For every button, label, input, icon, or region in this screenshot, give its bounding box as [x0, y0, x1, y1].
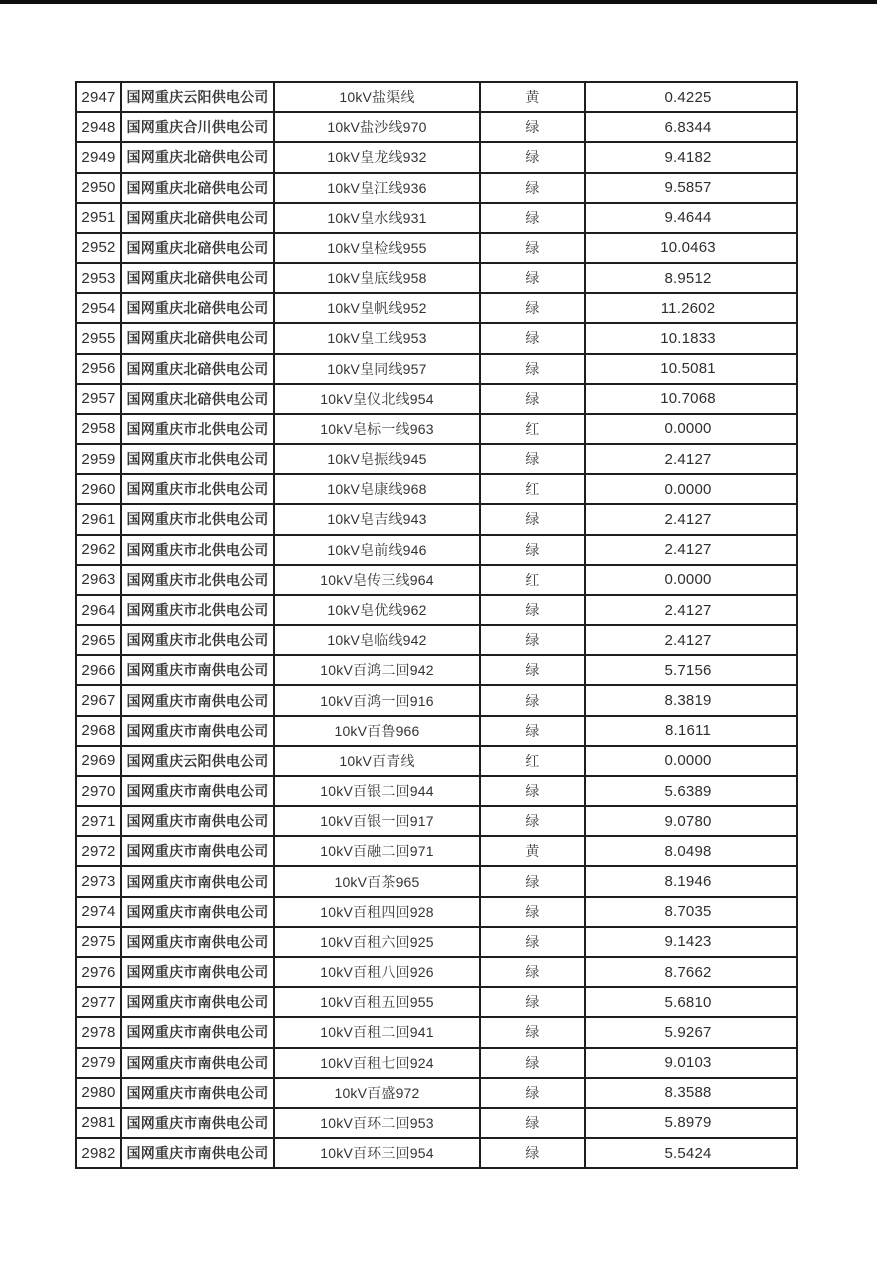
cell-row-number: 2961 [77, 505, 122, 533]
cell-line-name: 10kV百环二回953 [275, 1109, 481, 1137]
cell-value: 0.0000 [664, 571, 712, 589]
cell-value: 5.9267 [664, 1023, 712, 1041]
cell-line-name: 10kV盐沙线970 [275, 113, 481, 141]
cell-value: 8.7035 [664, 903, 712, 921]
cell-company-name: 国网重庆市南供电公司 [122, 1079, 275, 1107]
cell-company-name: 国网重庆市南供电公司 [122, 1049, 275, 1077]
cell-row-number: 2980 [77, 1079, 122, 1107]
cell-company-name: 国网重庆市北供电公司 [122, 415, 275, 443]
cell-status-label: 红 [481, 566, 586, 594]
cell-company-name: 国网重庆市北供电公司 [122, 626, 275, 654]
cell-value: 6.8344 [664, 118, 712, 136]
cell-row-number: 2981 [77, 1109, 122, 1137]
cell-company-name: 国网重庆市南供电公司 [122, 1018, 275, 1046]
cell-status-label: 绿 [481, 928, 586, 956]
cell-row-number: 2950 [77, 174, 122, 202]
table-row [77, 1079, 796, 1109]
cell-company-name: 国网重庆北碚供电公司 [122, 355, 275, 383]
cell-line-name: 10kV百租四回928 [275, 898, 481, 926]
cell-value: 11.2602 [660, 299, 716, 317]
cell-row-number: 2975 [77, 928, 122, 956]
cell-line-name: 10kV皇同线957 [275, 355, 481, 383]
cell-line-name: 10kV皂康线968 [275, 475, 481, 503]
cell-value: 0.0000 [664, 420, 712, 438]
cell-row-number: 2977 [77, 988, 122, 1016]
cell-row-number: 2949 [77, 143, 122, 171]
cell-row-number: 2963 [77, 566, 122, 594]
table-row [77, 83, 796, 113]
cell-row-number: 2970 [77, 777, 122, 805]
cell-line-name: 10kV百银一回917 [275, 807, 481, 835]
cell-row-number: 2956 [77, 355, 122, 383]
cell-row-number: 2979 [77, 1049, 122, 1077]
cell-company-name: 国网重庆市南供电公司 [122, 1139, 275, 1167]
cell-value: 9.4182 [664, 148, 712, 166]
table-row [77, 113, 796, 143]
cell-line-name: 10kV皂标一线963 [275, 415, 481, 443]
table-row [77, 1049, 796, 1079]
cell-status-label: 绿 [481, 294, 586, 322]
cell-value: 9.1423 [664, 933, 712, 951]
cell-status-label: 绿 [481, 1079, 586, 1107]
cell-row-number: 2960 [77, 475, 122, 503]
cell-line-name: 10kV皂振线945 [275, 445, 481, 473]
cell-status-label: 绿 [481, 445, 586, 473]
cell-line-name: 10kV皇龙线932 [275, 143, 481, 171]
cell-company-name: 国网重庆市南供电公司 [122, 958, 275, 986]
cell-row-number: 2955 [77, 324, 122, 352]
cell-status-label: 绿 [481, 777, 586, 805]
cell-status-label: 绿 [481, 596, 586, 624]
cell-value: 10.0463 [660, 239, 716, 257]
cell-company-name: 国网重庆市南供电公司 [122, 777, 275, 805]
cell-company-name: 国网重庆市南供电公司 [122, 898, 275, 926]
table-row [77, 445, 796, 475]
table-row [77, 355, 796, 385]
cell-company-name: 国网重庆北碚供电公司 [122, 204, 275, 232]
cell-company-name: 国网重庆合川供电公司 [122, 113, 275, 141]
cell-company-name: 国网重庆云阳供电公司 [122, 747, 275, 775]
cell-value: 5.5424 [664, 1144, 712, 1162]
cell-status-label: 绿 [481, 958, 586, 986]
cell-value: 8.1611 [665, 722, 711, 740]
table-row [77, 747, 796, 777]
cell-value: 9.0780 [664, 812, 712, 830]
cell-company-name: 国网重庆市南供电公司 [122, 717, 275, 745]
cell-value: 8.9512 [664, 269, 712, 287]
cell-company-name: 国网重庆市北供电公司 [122, 566, 275, 594]
cell-line-name: 10kV皂吉线943 [275, 505, 481, 533]
cell-company-name: 国网重庆市北供电公司 [122, 475, 275, 503]
cell-value: 5.7156 [664, 661, 712, 679]
cell-row-number: 2951 [77, 204, 122, 232]
cell-line-name: 10kV百鸿二回942 [275, 656, 481, 684]
cell-line-name: 10kV百租二回941 [275, 1018, 481, 1046]
cell-line-name: 10kV皇江线936 [275, 174, 481, 202]
cell-status-label: 绿 [481, 1049, 586, 1077]
cell-line-name: 10kV百鸿一回916 [275, 686, 481, 714]
cell-row-number: 2971 [77, 807, 122, 835]
cell-value: 5.6810 [664, 993, 712, 1011]
table-row [77, 1109, 796, 1139]
table-row [77, 686, 796, 716]
cell-company-name: 国网重庆市南供电公司 [122, 867, 275, 895]
table-row [77, 898, 796, 928]
cell-line-name: 10kV百环三回954 [275, 1139, 481, 1167]
cell-row-number: 2966 [77, 656, 122, 684]
cell-status-label: 红 [481, 747, 586, 775]
cell-value: 8.3588 [664, 1084, 712, 1102]
cell-value: 10.5081 [660, 360, 716, 378]
cell-status-label: 绿 [481, 807, 586, 835]
table-row [77, 475, 796, 505]
table-row [77, 566, 796, 596]
cell-status-label: 绿 [481, 204, 586, 232]
cell-company-name: 国网重庆市南供电公司 [122, 686, 275, 714]
cell-value: 2.4127 [664, 541, 712, 559]
cell-value: 8.1946 [664, 873, 712, 891]
cell-value: 8.0498 [664, 842, 712, 860]
cell-row-number: 2954 [77, 294, 122, 322]
cell-row-number: 2982 [77, 1139, 122, 1167]
cell-line-name: 10kV百鲁966 [275, 717, 481, 745]
cell-company-name: 国网重庆北碚供电公司 [122, 174, 275, 202]
cell-company-name: 国网重庆云阳供电公司 [122, 83, 275, 111]
cell-company-name: 国网重庆市南供电公司 [122, 928, 275, 956]
cell-status-label: 绿 [481, 385, 586, 413]
cell-company-name: 国网重庆市北供电公司 [122, 505, 275, 533]
scan-edge-bar [0, 0, 877, 4]
table-row [77, 505, 796, 535]
cell-row-number: 2947 [77, 83, 122, 111]
cell-status-label: 红 [481, 475, 586, 503]
cell-company-name: 国网重庆市南供电公司 [122, 656, 275, 684]
cell-status-label: 绿 [481, 113, 586, 141]
cell-status-label: 绿 [481, 686, 586, 714]
cell-status-label: 绿 [481, 355, 586, 383]
cell-line-name: 10kV皇水线931 [275, 204, 481, 232]
cell-row-number: 2976 [77, 958, 122, 986]
cell-status-label: 红 [481, 415, 586, 443]
table-row [77, 1139, 796, 1167]
cell-row-number: 2972 [77, 837, 122, 865]
cell-row-number: 2978 [77, 1018, 122, 1046]
cell-row-number: 2968 [77, 717, 122, 745]
cell-status-label: 绿 [481, 988, 586, 1016]
table-row [77, 958, 796, 988]
cell-row-number: 2953 [77, 264, 122, 292]
cell-value: 9.0103 [664, 1054, 712, 1072]
cell-status-label: 绿 [481, 1018, 586, 1046]
table-row [77, 1018, 796, 1048]
cell-status-label: 黄 [481, 837, 586, 865]
cell-line-name: 10kV百租七回924 [275, 1049, 481, 1077]
cell-company-name: 国网重庆市南供电公司 [122, 988, 275, 1016]
cell-company-name: 国网重庆市北供电公司 [122, 596, 275, 624]
table-row [77, 536, 796, 566]
cell-line-name: 10kV百盛972 [275, 1079, 481, 1107]
cell-line-name: 10kV皇检线955 [275, 234, 481, 262]
table-row [77, 143, 796, 173]
table-row [77, 324, 796, 354]
cell-line-name: 10kV百茶965 [275, 867, 481, 895]
cell-company-name: 国网重庆北碚供电公司 [122, 385, 275, 413]
cell-line-name: 10kV皇帆线952 [275, 294, 481, 322]
cell-line-name: 10kV百租六回925 [275, 928, 481, 956]
table-row [77, 264, 796, 294]
cell-line-name: 10kV百租八回926 [275, 958, 481, 986]
cell-value: 9.5857 [664, 179, 712, 197]
table-row [77, 656, 796, 686]
cell-value: 2.4127 [664, 631, 712, 649]
table-row [77, 174, 796, 204]
cell-row-number: 2957 [77, 385, 122, 413]
cell-row-number: 2965 [77, 626, 122, 654]
cell-value: 5.8979 [664, 1114, 712, 1132]
cell-row-number: 2958 [77, 415, 122, 443]
cell-company-name: 国网重庆市北供电公司 [122, 536, 275, 564]
cell-company-name: 国网重庆市南供电公司 [122, 807, 275, 835]
cell-company-name: 国网重庆市北供电公司 [122, 445, 275, 473]
cell-line-name: 10kV皂前线946 [275, 536, 481, 564]
cell-row-number: 2974 [77, 898, 122, 926]
cell-company-name: 国网重庆北碚供电公司 [122, 143, 275, 171]
cell-status-label: 绿 [481, 536, 586, 564]
cell-status-label: 绿 [481, 264, 586, 292]
cell-row-number: 2959 [77, 445, 122, 473]
cell-status-label: 绿 [481, 234, 586, 262]
table-row [77, 234, 796, 264]
table-row [77, 204, 796, 234]
cell-row-number: 2948 [77, 113, 122, 141]
table-row [77, 807, 796, 837]
cell-line-name: 10kV皂传三线964 [275, 566, 481, 594]
cell-row-number: 2952 [77, 234, 122, 262]
cell-status-label: 绿 [481, 1139, 586, 1167]
cell-value: 2.4127 [664, 450, 712, 468]
cell-row-number: 2964 [77, 596, 122, 624]
cell-value: 10.7068 [660, 390, 716, 408]
cell-value: 2.4127 [664, 601, 712, 619]
cell-status-label: 绿 [481, 717, 586, 745]
table-row [77, 717, 796, 747]
table-row [77, 928, 796, 958]
cell-status-label: 绿 [481, 143, 586, 171]
cell-line-name: 10kV皂临线942 [275, 626, 481, 654]
cell-value: 0.0000 [664, 752, 712, 770]
table-row [77, 415, 796, 445]
table-row [77, 294, 796, 324]
cell-row-number: 2973 [77, 867, 122, 895]
cell-company-name: 国网重庆北碚供电公司 [122, 234, 275, 262]
cell-line-name: 10kV皇底线958 [275, 264, 481, 292]
power-line-table [75, 81, 798, 1169]
cell-status-label: 绿 [481, 324, 586, 352]
cell-value: 8.7662 [664, 963, 712, 981]
cell-value: 10.1833 [660, 329, 716, 347]
cell-company-name: 国网重庆北碚供电公司 [122, 324, 275, 352]
cell-value: 0.4225 [664, 88, 712, 106]
cell-status-label: 绿 [481, 1109, 586, 1137]
table-row [77, 385, 796, 415]
cell-value: 0.0000 [664, 480, 712, 498]
cell-line-name: 10kV百租五回955 [275, 988, 481, 1016]
table-row [77, 626, 796, 656]
cell-line-name: 10kV盐渠线 [275, 83, 481, 111]
cell-company-name: 国网重庆市南供电公司 [122, 837, 275, 865]
cell-line-name: 10kV皇仪北线954 [275, 385, 481, 413]
cell-line-name: 10kV百银二回944 [275, 777, 481, 805]
cell-status-label: 黄 [481, 83, 586, 111]
cell-value: 2.4127 [664, 510, 712, 528]
table-row [77, 867, 796, 897]
cell-value: 9.4644 [664, 209, 712, 227]
cell-line-name: 10kV百青线 [275, 747, 481, 775]
cell-status-label: 绿 [481, 898, 586, 926]
cell-company-name: 国网重庆北碚供电公司 [122, 264, 275, 292]
cell-status-label: 绿 [481, 656, 586, 684]
cell-line-name: 10kV皇工线953 [275, 324, 481, 352]
cell-line-name: 10kV皂优线962 [275, 596, 481, 624]
cell-status-label: 绿 [481, 174, 586, 202]
cell-row-number: 2962 [77, 536, 122, 564]
table-row [77, 777, 796, 807]
cell-company-name: 国网重庆市南供电公司 [122, 1109, 275, 1137]
table-row [77, 837, 796, 867]
cell-status-label: 绿 [481, 626, 586, 654]
cell-value: 8.3819 [664, 692, 712, 710]
cell-row-number: 2967 [77, 686, 122, 714]
cell-status-label: 绿 [481, 867, 586, 895]
table-row [77, 988, 796, 1018]
cell-line-name: 10kV百融二回971 [275, 837, 481, 865]
table-row [77, 596, 796, 626]
cell-status-label: 绿 [481, 505, 586, 533]
cell-company-name: 国网重庆北碚供电公司 [122, 294, 275, 322]
cell-row-number: 2969 [77, 747, 122, 775]
cell-value: 5.6389 [664, 782, 712, 800]
